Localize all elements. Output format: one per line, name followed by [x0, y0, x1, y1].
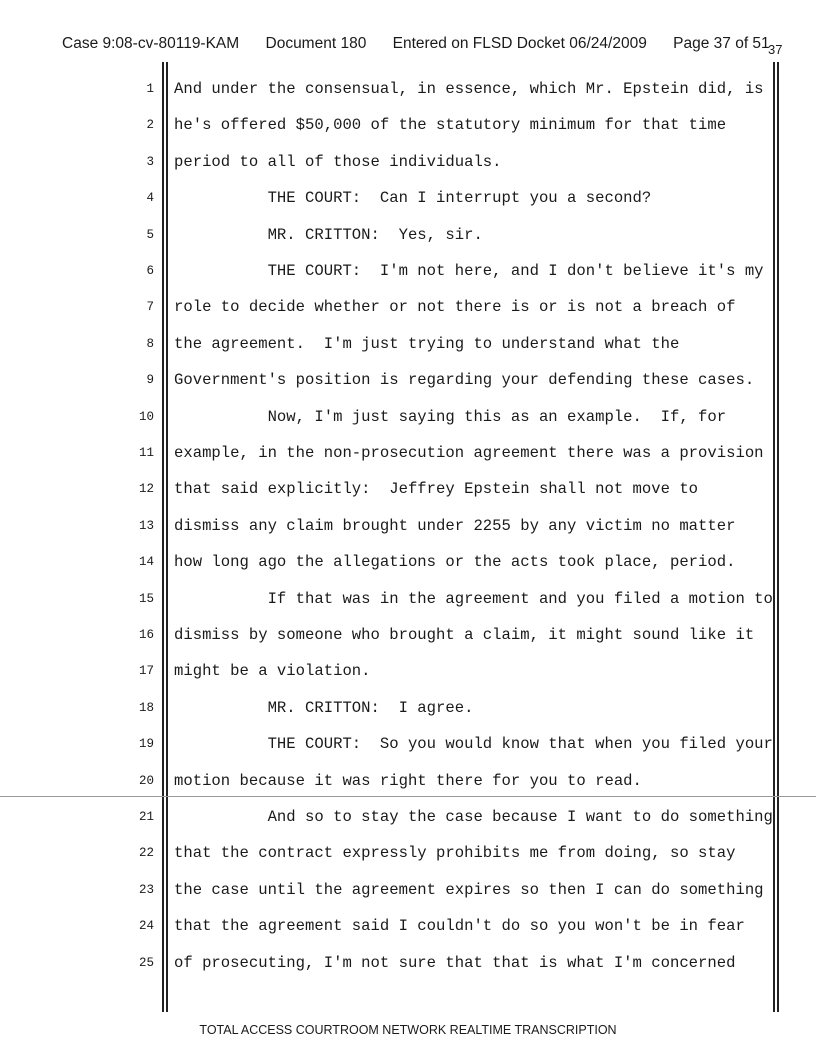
line-number: 7: [146, 300, 154, 315]
transcript-line: might be a violation.: [174, 662, 371, 681]
transcript-line: that the contract expressly prohibits me from doing, so stay: [174, 844, 736, 863]
line-number: 21: [138, 810, 154, 824]
line-number: 25: [138, 955, 154, 970]
line-number: 5: [146, 227, 154, 242]
line-number: 8: [146, 336, 154, 351]
transcript-line: that the agreement said I couldn't do so you won't be in fear: [174, 917, 745, 936]
right-margin-rule-outer: [773, 62, 775, 1012]
line-number: 2: [146, 118, 154, 133]
entered-date: Entered on FLSD Docket 06/24/2009: [392, 35, 647, 52]
line-number: 1: [146, 82, 154, 96]
line-number: 24: [138, 919, 154, 934]
line-number: 23: [138, 882, 154, 897]
transcript-line: MR. CRITTON: Yes, sir.: [174, 225, 483, 244]
line-number: 3: [146, 154, 154, 169]
line-number: 16: [138, 628, 154, 642]
right-margin-rule-inner: [777, 62, 779, 1012]
transcript-line: role to decide whether or not there is or is not a breach of: [174, 298, 736, 317]
line-number: 22: [138, 846, 154, 861]
transcript-line: how long ago the allegations or the acts took place, period.: [174, 553, 736, 572]
transcript-line: THE COURT: Can I interrupt you a second?: [174, 189, 652, 208]
transcript-line: example, in the non-prosecution agreement there was a provision: [174, 444, 764, 462]
line-number: 20: [138, 773, 154, 788]
transcript-line: the case until the agreement expires so then I can do something: [174, 880, 764, 899]
transcript-line: dismiss by someone who brought a claim, it might sound like it: [174, 626, 755, 644]
transcript-line: MR. CRITTON: I agree.: [174, 698, 474, 717]
line-number: 12: [138, 482, 154, 497]
transcript-line: If that was in the agreement and you filed a motion to: [174, 589, 773, 608]
left-margin-rule-inner: [166, 62, 168, 1012]
line-number: 10: [138, 409, 154, 424]
transcript-line: of prosecuting, I'm not sure that that is what I'm concerned: [174, 953, 736, 972]
transcript-page-number: 37: [768, 42, 783, 57]
line-number: 4: [146, 191, 154, 206]
line-number: 9: [146, 373, 154, 388]
transcript-line: that said explicitly: Jeffrey Epstein shall not move to: [174, 480, 699, 499]
transcript-line: THE COURT: So you would know that when you filed your: [174, 735, 773, 754]
transcript-line: dismiss any claim brought under 2255 by any victim no matter: [174, 516, 736, 535]
line-number: 19: [138, 737, 154, 752]
transcript-line: And under the consensual, in essence, which Mr. Epstein did, is: [174, 80, 764, 98]
transcript-line: the agreement. I'm just trying to understand what the: [174, 334, 680, 353]
document-number: Document 180: [265, 35, 367, 52]
line-number: 17: [138, 664, 154, 679]
line-number: 13: [138, 518, 154, 533]
line-number: 6: [146, 264, 154, 278]
case-number: Case 9:08-cv-80119-KAM: [62, 35, 240, 52]
transcript-line: Now, I'm just saying this as an example. If, for: [174, 407, 727, 426]
transcript-line: THE COURT: I'm not here, and I don't believe it's my: [174, 262, 764, 280]
line-number: 18: [138, 700, 154, 715]
transcript-line: Government's position is regarding your defending these cases.: [174, 371, 755, 390]
left-margin-rule-outer: [162, 62, 164, 1012]
docket-header: [62, 35, 783, 57]
page-count: Page 37 of 51: [673, 35, 770, 52]
line-number: 15: [138, 591, 154, 606]
line-number: 11: [138, 446, 154, 460]
transcript-line: And so to stay the case because I want to do something: [174, 808, 773, 826]
transcript-footer: TOTAL ACCESS COURTROOM NETWORK REALTIME TRANSCRIPTION: [199, 1023, 617, 1037]
transcript-line: he's offered $50,000 of the statutory minimum for that time: [174, 116, 727, 135]
scan-crease-line: [0, 796, 816, 797]
transcript-line: period to all of those individuals.: [174, 152, 502, 171]
line-number: 14: [138, 555, 154, 570]
transcript-line: motion because it was right there for you to read.: [174, 771, 642, 790]
